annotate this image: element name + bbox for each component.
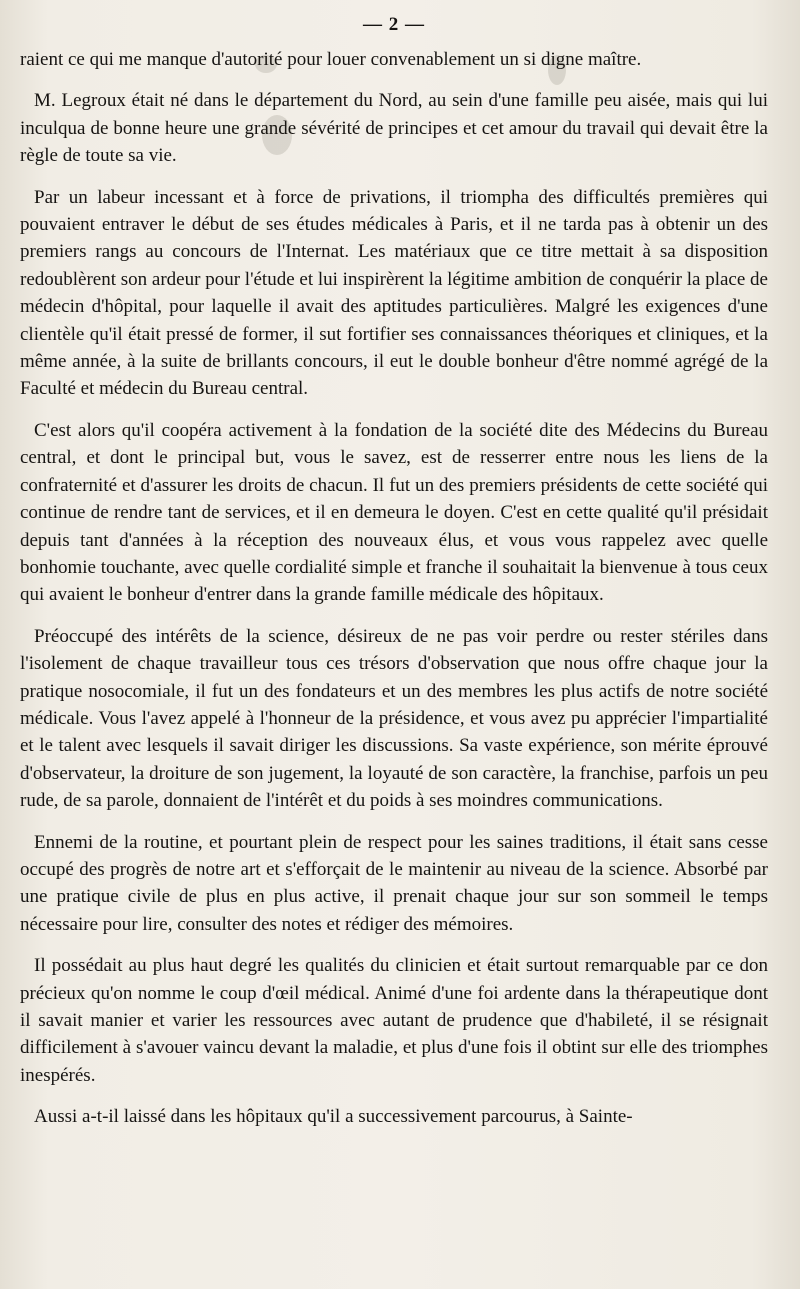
paragraph — [20, 1103, 768, 1130]
paragraph — [20, 184, 768, 403]
paragraph — [20, 952, 768, 1089]
paragraph-text: Il possédait au plus haut degré les qualités du clinicien et était surtout remarquable par ce don précieux qu'on nomme le coup d'œil médical. Animé d'une foi ardente dans la thérapeutique dont il savait manier et varier les ressources avec autant de prudence que d'habileté, il se résignait difficilement à s'avouer vaincu devant la maladie, et plus d'une fois il obtint sur elle des triomphes inespérés. — [20, 955, 768, 1086]
paragraph-text: Aussi a-t-il laissé dans les hôpitaux qu'il a successivement parcourus, à Sainte- — [34, 1106, 633, 1128]
paragraph-text: M. Legroux était né dans le département du Nord, au sein d'une famille peu aisée, mais qui lui inculqua de bonne heure une grande sévérité de principes et cet amour du travail qui devait être la règle de toute sa vie. — [20, 90, 768, 167]
paragraph: raient ce qui me manque d'autorité pour louer convenablement un si digne maître. — [20, 49, 642, 70]
paragraph-text: C'est alors qu'il coopéra activement à la fondation de la société dite des Médecins du Bureau central, et dont le principal but, vous le savez, est de resserrer entre nous les liens de la confraternité et d'assurer les droits de chacun. Il fut un des premiers présidents de cette société qui continue de rendre tant de services, et il en demeura le doyen. C'est en cette qualité qu'il présidait depuis tant d'années à la réception des nouveaux élus, et vous vous rappelez avec quelle bonhomie touchante, avec quelle cordialité simple et franche il souhaitait la bienvenue à tous ceux qui avaient le bonheur d'entrer dans la grande famille médicale des hôpitaux. — [20, 419, 768, 606]
paragraph — [20, 87, 768, 169]
page-number: — 2 — — [363, 14, 425, 35]
paragraph — [20, 417, 768, 609]
paragraph-text: Par un labeur incessant et à force de privations, il triompha des difficultés premières qui pouvaient entraver le début de ses études médicales à Paris, et il ne tarda pas à obtenir un des premiers rangs au concours de l'Internat. Les matériaux que ce titre mettait à sa disposition redoublèrent son ardeur pour l'étude et lui inspirèrent la légitime ambition de conquérir la place de médecin d'hôpital, pour laquelle il avait des aptitudes particulières. Malgré les exigences d'une clientèle qu'il était pressé de former, il sut fortifier ses connaissances théoriques et cliniques, et la même année, à la suite de brillants concours, il eut le double bonheur d'être nommé agrégé de la Faculté et médecin du Bureau central. — [20, 186, 768, 400]
paragraph-text: Préoccupé des intérêts de la science, désireux de ne pas voir perdre ou rester stériles dans l'isolement de chaque travailleur tous ces trésors d'observation que nous offre chaque jour la pratique nosocomiale, il fut un des fondateurs et un des membres les plus actifs de notre société médicale. Vous l'avez appelé à l'honneur de la présidence, et vous avez pu apprécier l'impartialité et le talent avec lesquels il savait diriger les discussions. Sa vaste expérience, son mérite éprouvé d'observateur, la droiture de son jugement, la loyauté de son caractère, la franchise, parfois un peu rude, de sa parole, donnaient de l'intérêt et du poids à ses moindres communications. — [20, 625, 768, 812]
paragraph — [20, 829, 768, 939]
paragraph-text: Ennemi de la routine, et pourtant plein de respect pour les saines traditions, il était sans cesse occupé des progrès de notre art et s'efforçait de le maintenir au niveau de la science. Absorbé par une pratique civile de plus en plus active, il prenait chaque jour sur son sommeil le temps nécessaire pour lire, consulter des notes et rédiger des mémoires. — [20, 831, 768, 935]
paragraph — [20, 623, 768, 815]
